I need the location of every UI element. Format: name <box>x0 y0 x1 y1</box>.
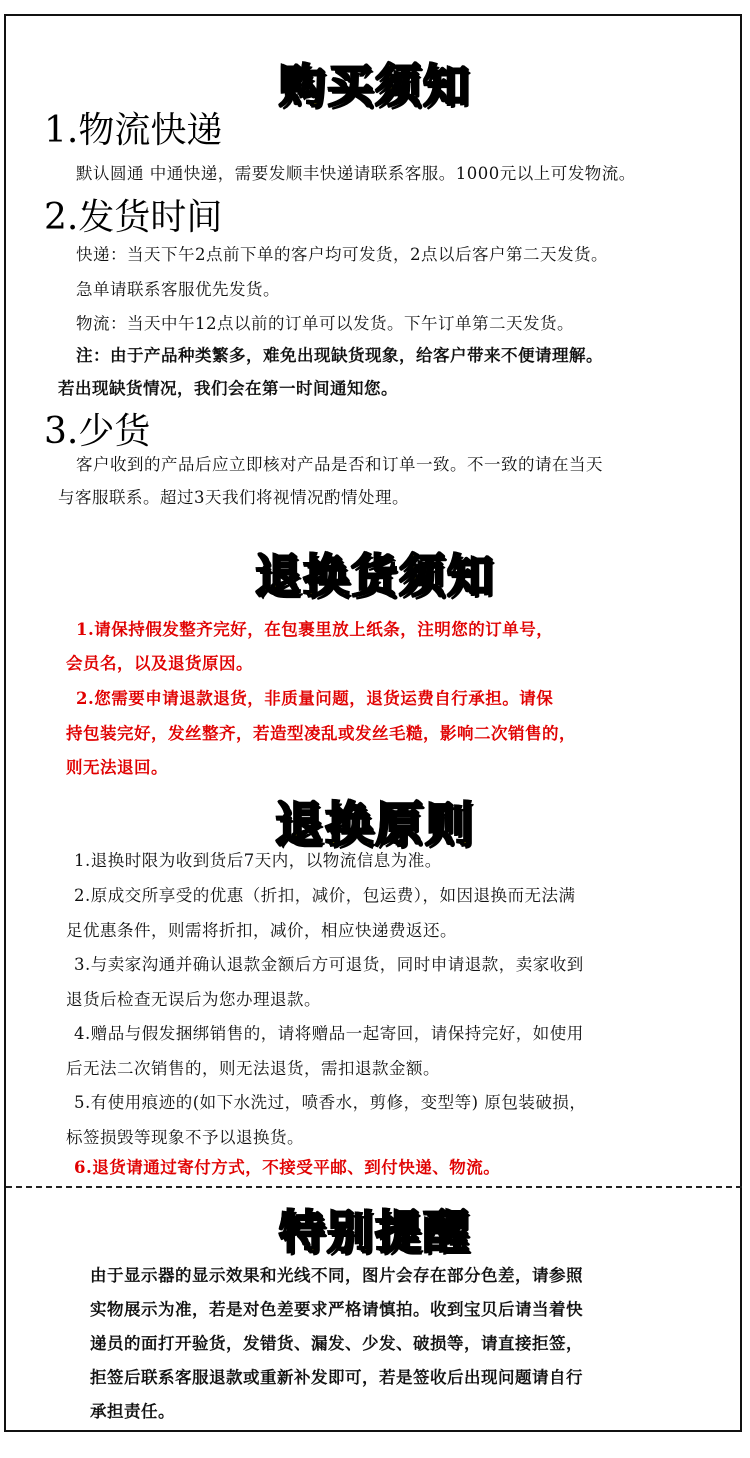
return-rule-line-warning: 6.退货请通过寄付方式，不接受平邮、到付快递、物流。 <box>74 1158 501 1177</box>
delivery-note-line: 注：由于产品种类繁多，难免出现缺货现象，给客户带来不便请理解。 <box>76 346 603 365</box>
return-rule-line: 2.原成交所享受的优惠（折扣，减价，包运费），如因退换而无法满 <box>74 886 576 905</box>
section-title-shipping: 1.物流快递 <box>44 110 223 151</box>
reminder-line: 由于显示器的显示效果和光线不同，图片会存在部分色差，请参照 <box>90 1266 583 1285</box>
delivery-line: 物流：当天中午12点以前的订单可以发货。下午订单第二天发货。 <box>76 314 574 333</box>
return-rule-line: 足优惠条件，则需将折扣，减价，相应快递费返还。 <box>66 921 457 940</box>
section-title-delivery: 2.发货时间 <box>44 197 223 238</box>
return-rule-line: 1.退换时限为收到货后7天内，以物流信息为准。 <box>74 851 442 870</box>
return-rule-line: 3.与卖家沟通并确认退款金额后方可退货，同时申请退款，卖家收到 <box>74 955 584 974</box>
return-rule-line: 退货后检查无误后为您办理退款。 <box>66 990 321 1009</box>
return-rule-line: 后无法二次销售的，则无法退货，需扣退款金额。 <box>66 1059 440 1078</box>
return-rule-line: 4.赠品与假发捆绑销售的，请将赠品一起寄回，请保持完好，如使用 <box>74 1024 584 1043</box>
return-rule-line: 标签损毁等现象不予以退换货。 <box>66 1128 304 1147</box>
dashed-divider <box>6 1186 742 1188</box>
section-title-shortage: 3.少货 <box>44 411 151 452</box>
delivery-note-line: 若出现缺货情况，我们会在第一时间通知您。 <box>58 379 398 398</box>
reminder-line: 递员的面打开验货，发错货、漏发、少发、破损等，请直接拒签， <box>90 1334 583 1353</box>
return-notice-line: 2.您需要申请退款退货，非质量问题，退货运费自行承担。请保 <box>76 689 554 708</box>
banner-special-reminder: 特别提醒 <box>279 1205 471 1259</box>
banner-return-notice: 退换货须知 <box>255 549 495 603</box>
reminder-line: 实物展示为准，若是对色差要求严格请慎拍。收到宝贝后请当着快 <box>90 1300 583 1319</box>
shortage-line: 与客服联系。超过3天我们将视情况酌情处理。 <box>58 488 409 507</box>
return-notice-line: 会员名，以及退货原因。 <box>66 654 253 673</box>
reminder-line: 承担责任。 <box>90 1402 175 1421</box>
return-notice-line: 持包装完好，发丝整齐，若造型凌乱或发丝毛糙，影响二次销售的， <box>66 724 576 743</box>
reminder-line: 拒签后联系客服退款或重新补发即可，若是签收后出现问题请自行 <box>90 1368 583 1387</box>
delivery-line: 急单请联系客服优先发货。 <box>76 280 280 299</box>
return-notice-line: 则无法退回。 <box>66 758 168 777</box>
shipping-line: 默认圆通 中通快递，需要发顺丰快递请联系客服。1000元以上可发物流。 <box>76 164 636 183</box>
banner-purchase-notice: 购买须知 <box>279 59 471 113</box>
shortage-line: 客户收到的产品后应立即核对产品是否和订单一致。不一致的请在当天 <box>76 455 603 474</box>
banner-return-rules: 退换原则 <box>274 797 475 853</box>
return-notice-line: 1.请保持假发整齐完好，在包裹里放上纸条，注明您的订单号， <box>76 620 554 639</box>
delivery-line: 快递：当天下午2点前下单的客户均可发货，2点以后客户第二天发货。 <box>76 245 608 264</box>
return-rule-line: 5.有使用痕迹的(如下水洗过，喷香水，剪修，变型等) 原包装破损， <box>74 1093 587 1112</box>
